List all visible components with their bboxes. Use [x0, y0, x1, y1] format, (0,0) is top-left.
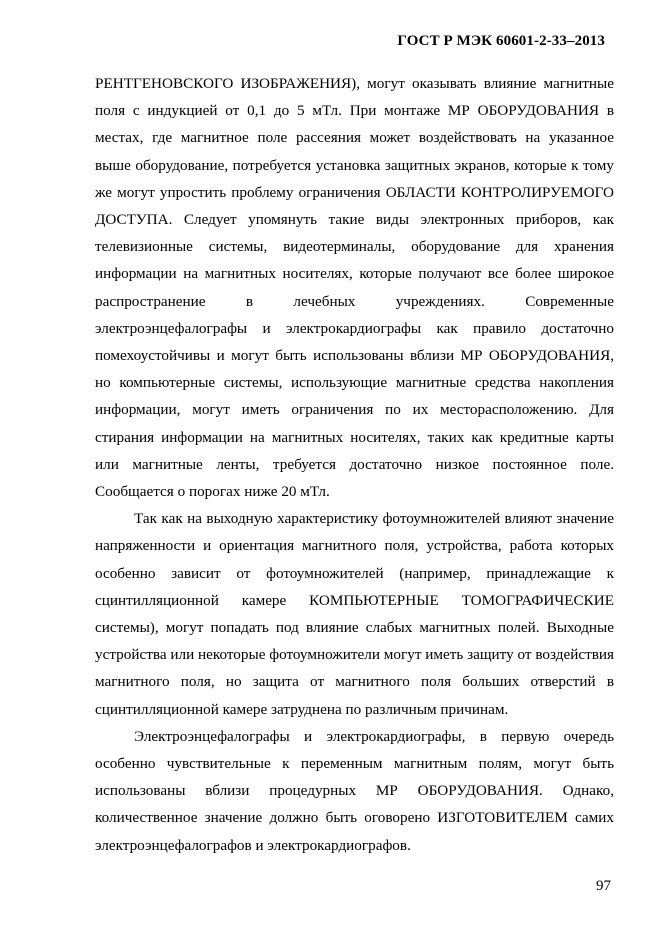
- page-number: 97: [596, 878, 611, 894]
- paragraph-eeg-ecg: Электроэнцефалографы и электрокардиографы, в первую очередь особенно чувствительные к переменным магнитным полям, могут быть использованы вблизи процедурных МР ОБОРУДОВАНИЯ. Однако, количественное значение должно быть оговорено ИЗГОТОВИТЕЛЕМ самих электроэнцефалографов и электрокардиографов.: [95, 727, 614, 854]
- paragraph-continuation: РЕНТГЕНОВСКОГО ИЗОБРАЖЕНИЯ), могут оказывать влияние магнитные поля с индукцией от 0,1 до 5 мТл. При монтаже МР ОБОРУДОВАНИЯ в местах, где магнитное поле рассеяния может воздействовать на указанное выше оборудование, потребуется установка защитных экранов, которые к тому же могут упростить проблему ограничения ОБЛАСТИ КОНТРОЛИРУЕМОГО ДОСТУПА. Следует упомянуть такие виды электронных приборов, как телевизионные системы, видеотерминалы, оборудование для хранения информации на магнитных носителях, которые получают все более широкое распространение в лечебных учреждениях. Современные электроэнцефалографы и электрокардиографы как правило достаточно помехоустойчивы и могут быть использованы вблизи МР ОБОРУДОВАНИЯ, но компьютерные системы, использующие магнитные средства накопления информации, могут иметь ограничения по их месторасположению. Для стирания информации на магнитных носителях, таких как кредитные карты или магнитные ленты, требуется достаточно низкое постоянное поле. Сообщается о порогах ниже 20 мТл.: [95, 75, 614, 501]
- paragraph-photomultipliers: Так как на выходную характеристику фотоумножителей влияют значение напряженности и ориентация магнитного поля, устройства, работа которых особенно зависит от фотоумножителей (например, принадлежащие к сцинтилляционной камере КОМПЬЮТЕРНЫЕ ТОМОГРАФИЧЕСКИЕ системы), могут попадать под влияние слабых магнитных полей. Выходные устройства или некоторые фотоумножители могут иметь защиту от воздействия магнитного поля, но защита от магнитного поля больших отверстий в сцинтилляционной камере затруднена по различным причинам.: [95, 510, 614, 718]
- document-body: [95, 70, 614, 859]
- document-header: ГОСТ Р МЭК 60601-2-33–2013: [397, 33, 605, 49]
